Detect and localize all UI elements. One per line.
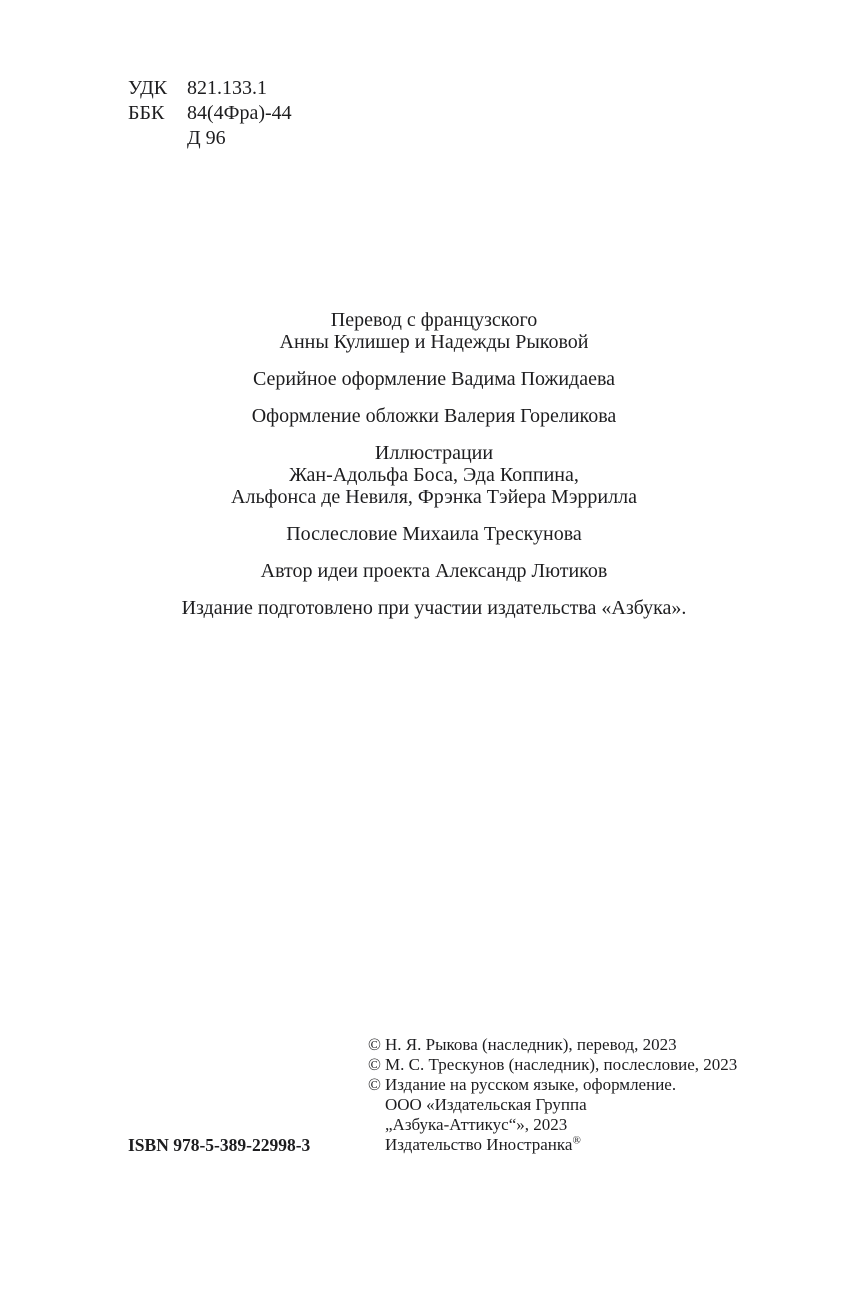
credits-line: Анны Кулишер и Надежды Рыковой (279, 331, 589, 353)
credits-group-project-idea (12, 560, 856, 582)
author-sign-value: Д 96 (187, 127, 226, 149)
isbn: ISBN 978-5-389-22998-3 (128, 1135, 311, 1155)
copyright-entry (368, 1055, 737, 1075)
credits-line: Жан-Адольфа Боса, Эда Коппина, (289, 464, 579, 486)
credits-line: Послесловие Михаила Трескунова (286, 523, 582, 545)
copyright-text: ООО «Издательская Группа (385, 1095, 587, 1114)
credits-group-translation (12, 309, 856, 353)
credits-line: Альфонса де Невиля, Фрэнка Тэйера Мэррилла (231, 486, 637, 508)
credits-line: Оформление обложки Валерия Гореликова (251, 405, 617, 427)
author-sign-row (128, 126, 292, 151)
credits-group-illustrations (12, 442, 856, 508)
copyright-text: М. С. Трескунов (наследник), послесловие, 2023 (385, 1055, 738, 1074)
copyright-continuation (368, 1135, 737, 1155)
credits-line: Автор идеи проекта Александр Лютиков (260, 560, 608, 582)
copyright-block (368, 1035, 737, 1155)
copyright-symbol: © (368, 1075, 381, 1094)
bbk-label: ББК (128, 102, 165, 124)
credits-line: Перевод с французского (330, 309, 538, 331)
credits-line: Издание подготовлено при участии издательства «Азбука». (181, 597, 687, 619)
udk-label: УДК (128, 77, 168, 99)
bbk-row (128, 101, 292, 126)
credits-group-participation-note (12, 597, 856, 619)
copyright-entry (368, 1075, 737, 1095)
bbk-value: 84(4Фра)-44 (187, 102, 292, 124)
udk-value: 821.133.1 (187, 77, 267, 99)
copyright-text: „Азбука-Аттикус“», 2023 (385, 1115, 568, 1134)
credits-group-cover-design (12, 405, 856, 427)
copyright-text: Издание на русском языке, оформление. (385, 1075, 677, 1094)
credits-group-series-design (12, 368, 856, 390)
registered-mark: ® (572, 1134, 581, 1147)
copyright-symbol: © (368, 1035, 381, 1054)
copyright-continuation (368, 1115, 737, 1135)
credits-line: Серийное оформление Вадима Пожидаева (252, 368, 616, 390)
copyright-continuation (368, 1095, 737, 1115)
cataloguing-block (128, 76, 292, 151)
copyright-text: Н. Я. Рыкова (наследник), перевод, 2023 (385, 1035, 677, 1054)
copyright-text: Издательство Иностранка (385, 1135, 573, 1154)
credits-block (12, 309, 856, 619)
copyright-entry (368, 1035, 737, 1055)
credits-line: Иллюстрации (374, 442, 494, 464)
udk-row (128, 76, 292, 101)
credits-group-afterword (12, 523, 856, 545)
copyright-symbol: © (368, 1055, 381, 1074)
